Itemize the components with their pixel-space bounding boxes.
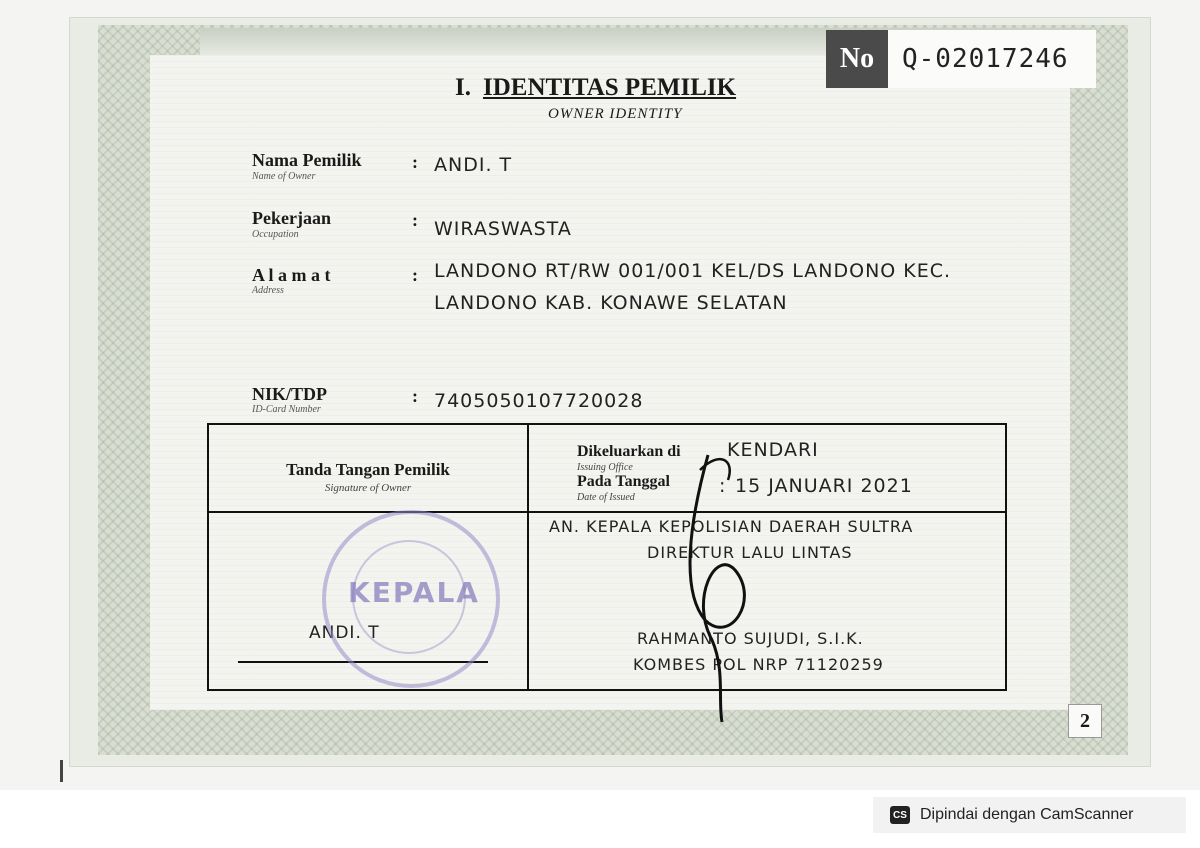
nik-value: 7405050107720028 xyxy=(434,390,644,412)
issued-on-colon: : xyxy=(719,475,727,497)
owner-signature-sub-label: Signature of Owner xyxy=(324,482,412,494)
section-title-text: IDENTITAS PEMILIK xyxy=(482,74,737,101)
issuing-info-cell xyxy=(528,424,1006,512)
authority-line-1: AN. KEPALA KEPOLISIAN DAERAH SULTRA xyxy=(549,517,914,536)
issued-at-sub-label: Issuing Office xyxy=(577,462,633,473)
nik-colon: : xyxy=(412,386,418,406)
police-stamp xyxy=(322,510,500,688)
official-name: RAHMANTO SUJUDI, S.I.K. xyxy=(637,629,864,648)
address-line-2: LANDONO KAB. KONAWE SELATAN xyxy=(434,292,788,314)
camscanner-text: Dipindai dengan CamScanner xyxy=(920,806,1134,823)
occupation-sub-label: Occupation xyxy=(252,229,299,240)
issued-at-label: Dikeluarkan di xyxy=(577,443,681,460)
owner-signature-label: Tanda Tangan Pemilik xyxy=(286,460,450,479)
camscanner-watermark xyxy=(873,797,1186,833)
address-sub-label: Address xyxy=(252,285,284,296)
scan-edge-mark xyxy=(60,760,63,782)
official-rank: KOMBES POL NRP 71120259 xyxy=(633,655,884,674)
issued-on-label: Pada Tanggal xyxy=(577,473,670,490)
name-label: Nama Pemilik xyxy=(252,150,362,170)
section-number: I. xyxy=(455,74,471,101)
address-colon: : xyxy=(412,265,418,285)
camscanner-logo-icon: CS xyxy=(890,806,910,824)
page-number: 2 xyxy=(1068,704,1102,738)
section-subtitle: OWNER IDENTITY xyxy=(548,106,683,122)
authority-line-2: DIREKTUR LALU LINTAS xyxy=(647,543,853,562)
owner-signature-header xyxy=(208,424,528,512)
address-label: A l a m a t xyxy=(252,265,331,285)
occupation-value: WIRASWASTA xyxy=(434,218,572,240)
nik-sub-label: ID-Card Number xyxy=(252,404,321,415)
authority-signature-cell xyxy=(528,512,1006,690)
issued-at-value: KENDARI xyxy=(727,439,819,461)
document-number-value: Q-02017246 xyxy=(888,30,1096,88)
nik-label: NIK/TDP xyxy=(252,384,328,404)
owner-signed-name: ANDI. T xyxy=(309,623,380,643)
section-title xyxy=(455,74,736,102)
address-line-1: LANDONO RT/RW 001/001 KEL/DS LANDONO KEC. xyxy=(434,260,952,282)
occupation-label: Pekerjaan xyxy=(252,208,331,228)
stamp-text: KEPALA xyxy=(348,576,480,609)
name-sub-label: Name of Owner xyxy=(252,171,316,182)
issued-on-sub-label: Date of Issued xyxy=(577,492,635,503)
name-value: ANDI. T xyxy=(434,154,513,176)
document-number-box xyxy=(826,30,1096,88)
occupation-colon: : xyxy=(412,210,418,230)
issued-on-value: 15 JANUARI 2021 xyxy=(735,475,913,497)
signature-table xyxy=(207,423,1007,691)
name-colon: : xyxy=(412,152,418,172)
document-number-label: No xyxy=(826,30,888,88)
